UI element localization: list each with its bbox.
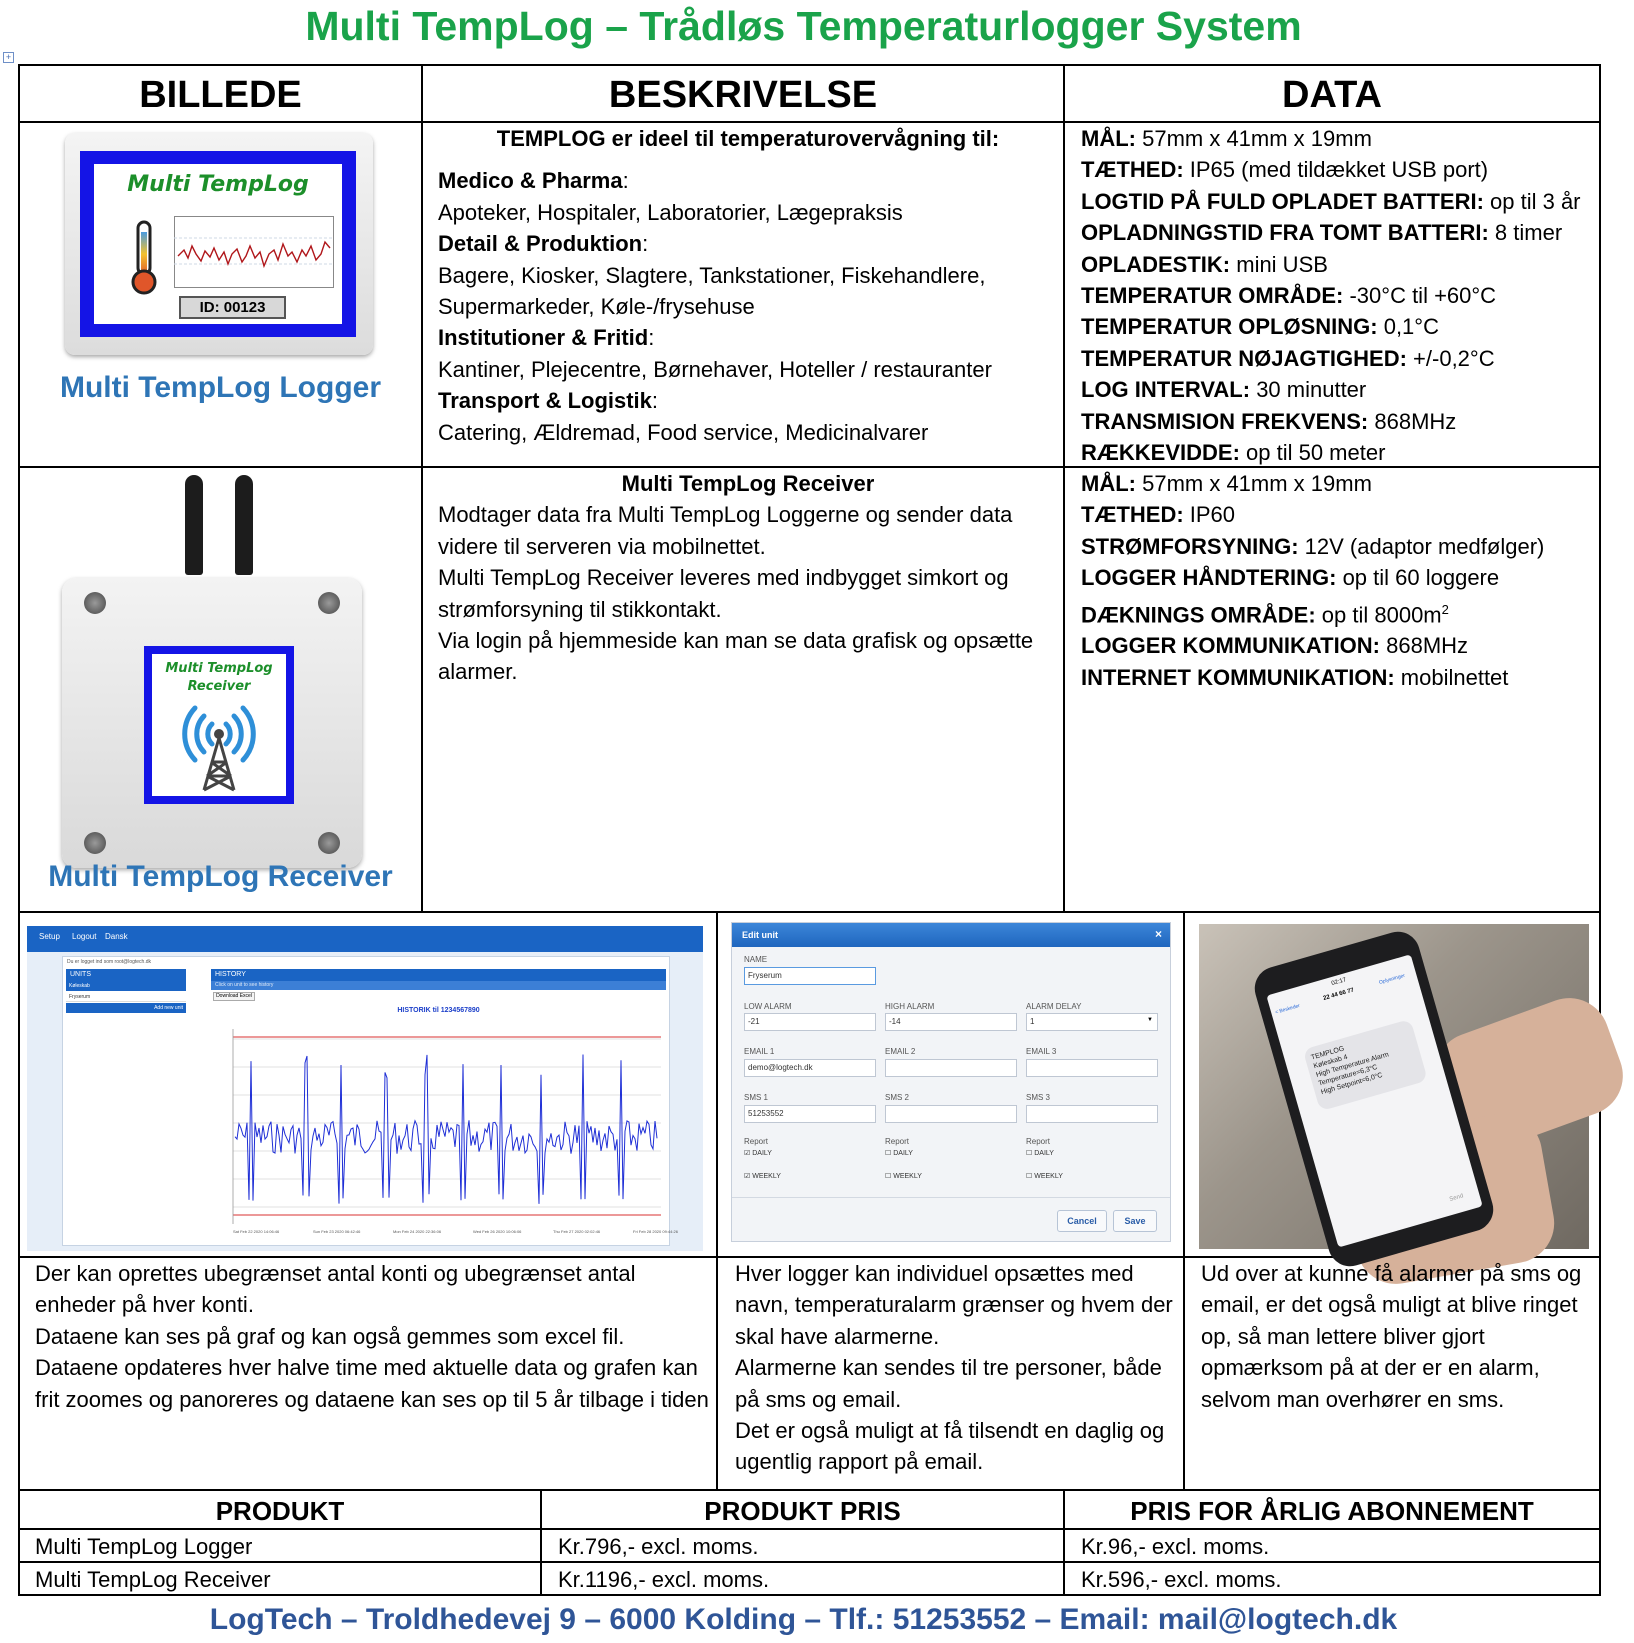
spec-row: TEMPERATUR OPLØSNING: 0,1°C bbox=[1081, 314, 1439, 340]
chart-title: HISTORIK til 1234567890 bbox=[397, 1007, 480, 1014]
add-unit-button[interactable]: Add new unit bbox=[66, 1003, 186, 1013]
receiver-device-brand: Multi TempLog bbox=[165, 661, 273, 676]
daily-checkbox[interactable]: ☑ DAILY bbox=[744, 1150, 772, 1157]
pricing-header-pris: PRODUKT PRIS bbox=[704, 1496, 901, 1526]
spec-row: OPLADNINGSTID FRA TOMT BATTERI: 8 timer bbox=[1081, 220, 1563, 246]
unit-item-koleskab[interactable]: Køleskab bbox=[66, 981, 186, 991]
download-excel-button[interactable]: Download Excel bbox=[213, 992, 255, 1001]
pricing-cell: Multi TempLog Logger bbox=[35, 1534, 253, 1559]
report-label: Report bbox=[885, 1137, 910, 1146]
chart-x-tick: Fri Feb 28 2020 09:44:26 bbox=[633, 1229, 678, 1234]
sector-heading: Transport & Logistik: bbox=[438, 388, 659, 414]
logger-intro: TEMPLOG er ideel til temperaturovervågning til: bbox=[496, 126, 1000, 151]
phone-time: 02:17 bbox=[1330, 977, 1347, 988]
sms1-input[interactable]: 51253552 bbox=[744, 1105, 876, 1123]
sms2-label: SMS 2 bbox=[885, 1093, 910, 1102]
weekly-checkbox[interactable]: ☐ WEEKLY bbox=[885, 1173, 922, 1180]
logger-screen-graph bbox=[174, 216, 334, 288]
spec-row: LOGGER HÅNDTERING: op til 60 loggere bbox=[1081, 565, 1500, 591]
pricing-cell: Kr.1196,- excl. moms. bbox=[558, 1567, 770, 1592]
spec-row: MÅL: 57mm x 41mm x 19mm bbox=[1081, 471, 1372, 496]
units-header: UNITS bbox=[66, 969, 186, 981]
receiver-spec-list bbox=[1081, 468, 1596, 908]
high-alarm-label: HIGH ALARM bbox=[885, 1002, 935, 1011]
edit-unit-screenshot bbox=[731, 922, 1171, 1242]
phone-image bbox=[1250, 927, 1499, 1272]
spec-row: LOGGER KOMMUNIKATION: 868MHz bbox=[1081, 633, 1469, 659]
spec-row: TÆTHED: IP65 (med tildækket USB port) bbox=[1081, 157, 1489, 183]
web-nav-bar bbox=[27, 926, 703, 952]
nav-logout[interactable]: Logout bbox=[72, 932, 97, 941]
history-hint: Click on unit to see history bbox=[211, 981, 666, 990]
pricing-cell: Multi TempLog Receiver bbox=[35, 1567, 271, 1592]
logger-device-image bbox=[65, 133, 373, 355]
phone-send-label: Send bbox=[1448, 1193, 1465, 1203]
close-icon[interactable]: × bbox=[1154, 927, 1162, 941]
chart-x-tick: Thu Feb 27 2020 02:02:46 bbox=[553, 1229, 601, 1234]
spec-row: OPLADESTIK: mini USB bbox=[1081, 251, 1328, 277]
weekly-checkbox[interactable]: ☐ WEEKLY bbox=[1026, 1173, 1063, 1180]
receiver-text: Modtager data fra Multi TempLog Loggerne og sender data videre til serveren via mobilnettet. Multi TempLog Receiver leveres med indbygget simkort og strømforsyning til stikkontakt. Via login på hjemmeside kan man se data grafisk og opsætte alarmer. bbox=[438, 502, 1034, 685]
antenna-left bbox=[185, 475, 203, 575]
spec-row: TRANSMISION FREKVENS: 868MHz bbox=[1081, 408, 1457, 434]
receiver-heading: Multi TempLog Receiver bbox=[621, 471, 875, 496]
sms1-label: SMS 1 bbox=[744, 1093, 769, 1102]
receiver-caption: Multi TempLog Receiver bbox=[48, 860, 393, 893]
email2-label: EMAIL 2 bbox=[885, 1047, 916, 1056]
save-button[interactable]: Save bbox=[1113, 1210, 1157, 1232]
nav-setup[interactable]: Setup bbox=[39, 932, 60, 941]
thermometer-icon bbox=[129, 220, 159, 296]
weekly-checkbox[interactable]: ☑ WEEKLY bbox=[744, 1173, 781, 1180]
email2-input[interactable] bbox=[885, 1059, 1017, 1077]
email3-label: EMAIL 3 bbox=[1026, 1047, 1057, 1056]
screw-icon bbox=[84, 832, 106, 854]
phone-back-link: < Beskeder bbox=[1274, 1002, 1301, 1016]
sms2-input[interactable] bbox=[885, 1105, 1017, 1123]
company-footer: LogTech – Troldhedevej 9 – 6000 Kolding – Tlf.: 51253552 – Email: mail@logtech.dk bbox=[209, 1603, 1398, 1636]
grid-line bbox=[18, 64, 20, 1596]
pricing-cell: Kr.96,- excl. moms. bbox=[1081, 1534, 1270, 1559]
email1-label: EMAIL 1 bbox=[744, 1047, 775, 1056]
feature-alarms-text: Hver logger kan individuel opsættes med navn, temperaturalarm grænser og hvem der skal have alarmerne. Alarmerne kan sendes til tre personer, både på sms og email. Det er også muligt at få tilsendt en daglig og ugentlig rapport på email. bbox=[735, 1261, 1173, 1475]
header-beskrivelse: BESKRIVELSE bbox=[608, 74, 878, 116]
unit-item-fryserum[interactable]: Fryserum bbox=[66, 992, 186, 1002]
spec-row: DÆKNINGS OMRÅDE: op til $8000m^2$ bbox=[1081, 601, 1449, 627]
chart-x-tick: Sat Feb 22 2020 14:06:46 bbox=[233, 1229, 280, 1234]
grid-line bbox=[1063, 64, 1065, 912]
grid-line bbox=[1183, 911, 1185, 1490]
divider bbox=[732, 1197, 1170, 1198]
spec-row: LOG INTERVAL: 30 minutter bbox=[1081, 377, 1367, 403]
header-data: DATA bbox=[1282, 74, 1382, 116]
name-label: NAME bbox=[744, 955, 768, 964]
daily-checkbox[interactable]: ☐ DAILY bbox=[885, 1150, 913, 1157]
low-alarm-input[interactable]: -21 bbox=[744, 1013, 876, 1031]
name-input[interactable]: Fryserum bbox=[744, 967, 876, 985]
logger-device-brand: Multi TempLog bbox=[127, 172, 309, 197]
logger-caption: Multi TempLog Logger bbox=[59, 371, 382, 404]
pricing-cell: Kr.596,- excl. moms. bbox=[1081, 1567, 1282, 1592]
sms3-input[interactable] bbox=[1026, 1105, 1158, 1123]
high-alarm-input[interactable]: -14 bbox=[885, 1013, 1017, 1031]
spec-row: INTERNET KOMMUNIKATION: mobilnettet bbox=[1081, 664, 1509, 690]
email3-input[interactable] bbox=[1026, 1059, 1158, 1077]
spec-row: TÆTHED: IP60 bbox=[1081, 502, 1236, 528]
alarm-delay-select[interactable]: 1 bbox=[1026, 1013, 1158, 1031]
daily-checkbox[interactable]: ☐ DAILY bbox=[1026, 1150, 1054, 1157]
sector-heading: Detail & Produktion: bbox=[438, 231, 649, 257]
feature-accounts-text: Der kan oprettes ubegrænset antal konti og ubegrænset antal enheder på hver konti. Dataene kan ses på graf og kan også gemmes som excel fil. Dataene opdateres hver halve time med aktuelle data og grafen kan frit zoomes og panoreres og dataene kan ses op til 5 år tilbage i tiden bbox=[35, 1261, 709, 1412]
sector-list bbox=[438, 165, 1058, 448]
cancel-button[interactable]: Cancel bbox=[1057, 1210, 1107, 1232]
radio-tower-icon bbox=[174, 702, 264, 792]
screw-icon bbox=[318, 592, 340, 614]
spec-row: LOGTID PÅ FULD OPLADET BATTERI: op til 3 år bbox=[1081, 188, 1581, 214]
page-title: Multi TempLog – Trådløs Temperaturlogger System bbox=[305, 3, 1302, 49]
report-label: Report bbox=[1026, 1137, 1051, 1146]
grid-line bbox=[421, 64, 423, 912]
phone-number: 22 44 66 77 bbox=[1322, 987, 1355, 1002]
logger-description bbox=[438, 123, 1058, 463]
spec-row: TEMPERATUR OMRÅDE: -30°C til +60°C bbox=[1081, 283, 1497, 309]
alarm-delay-label: ALARM DELAY bbox=[1026, 1002, 1082, 1011]
chart-x-tick: Wed Feb 26 2020 10:06:06 bbox=[473, 1229, 522, 1234]
chevron-down-icon: ▼ bbox=[1147, 1017, 1153, 1023]
spec-row: RÆKKEVIDDE: op til 50 meter bbox=[1081, 440, 1386, 466]
phone-photo bbox=[1199, 924, 1589, 1249]
sector-items: Apoteker, Hospitaler, Laboratorier, Lægepraksis bbox=[438, 199, 903, 225]
spec-row: STRØMFORSYNING: 12V (adaptor medfølger) bbox=[1081, 533, 1545, 559]
grid-line bbox=[716, 911, 718, 1490]
sector-items: Kantiner, Plejecentre, Børnehaver, Hoteller / restauranter bbox=[438, 356, 992, 382]
sector-items: Bagere, Kiosker, Slagtere, Tankstationer, Fiskehandlere, Supermarkeder, Køle-/frysehuse bbox=[438, 262, 986, 320]
pricing-cell: Kr.796,- excl. moms. bbox=[558, 1534, 759, 1559]
phone-info-link: Oplysninger bbox=[1378, 972, 1406, 986]
screw-icon bbox=[318, 832, 340, 854]
edit-unit-title: Edit unit bbox=[732, 923, 1170, 947]
antenna-right bbox=[235, 475, 253, 575]
history-header: HISTORY bbox=[211, 969, 666, 981]
report-label: Report bbox=[744, 1137, 769, 1146]
table-move-handle-icon[interactable]: + bbox=[3, 52, 14, 63]
receiver-device-image bbox=[62, 578, 362, 868]
grid-line bbox=[1599, 64, 1601, 1596]
logger-device-id: ID: 00123 bbox=[179, 296, 286, 319]
sms3-label: SMS 3 bbox=[1026, 1093, 1051, 1102]
logger-spec-list bbox=[1081, 123, 1596, 466]
chart-x-tick: Sun Feb 23 2020 06:42:46 bbox=[313, 1229, 361, 1234]
low-alarm-label: LOW ALARM bbox=[744, 1002, 792, 1011]
email1-input[interactable]: demo@logtech.dk bbox=[744, 1059, 876, 1077]
logged-in-text: Du er logget ind som root@logtech.dk bbox=[67, 959, 152, 965]
sector-heading: Institutioner & Fritid: bbox=[438, 325, 655, 351]
header-billede: BILLEDE bbox=[139, 74, 302, 116]
spec-row: TEMPERATUR NØJAGTIGHED: +/-0,2°C bbox=[1081, 345, 1495, 371]
screw-icon bbox=[84, 592, 106, 614]
spec-row: MÅL: 57mm x 41mm x 19mm bbox=[1081, 126, 1372, 151]
pricing-header-produkt: PRODUKT bbox=[215, 1496, 345, 1526]
grid-line bbox=[18, 1594, 1601, 1596]
sms-message: TEMPLOG Køleskab 4 High Temperature Alarm Temperature=6,3°C High Setpoint=6,0°C bbox=[1303, 1019, 1428, 1111]
receiver-device-brand-2: Receiver bbox=[187, 679, 251, 694]
history-screenshot bbox=[27, 926, 703, 1251]
chart-x-tick: Mon Feb 24 2020 22:36:06 bbox=[393, 1229, 442, 1234]
grid-line bbox=[18, 911, 1601, 913]
receiver-description bbox=[438, 468, 1058, 908]
history-chart bbox=[211, 1019, 678, 1239]
sector-heading: Medico & Pharma: bbox=[438, 168, 629, 194]
feature-calls-text: Ud over at kunne få alarmer på sms og email, er det også muligt at blive ringet op, så man lettere bliver gjort opmærksom på at der er en alarm, selvom man overhører en sms. bbox=[1201, 1261, 1582, 1412]
sector-items: Catering, Ældremad, Food service, Medicinalvarer bbox=[438, 419, 929, 445]
pricing-header-abonnement: PRIS FOR ÅRLIG ABONNEMENT bbox=[1130, 1496, 1534, 1526]
nav-dansk[interactable]: Dansk bbox=[105, 932, 128, 941]
